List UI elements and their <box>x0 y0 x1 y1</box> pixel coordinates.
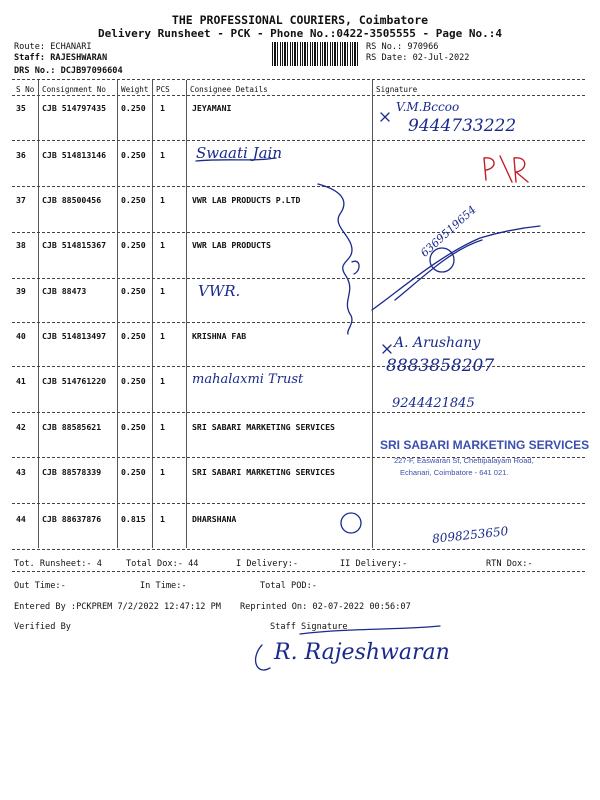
stamp-line-1: 227-F, Easwaran St, Chettipalayam Road, <box>394 456 534 465</box>
weight: 0.250 <box>121 240 146 250</box>
staff-handwritten-signature: R. Rajeshwaran <box>274 640 450 665</box>
consignment-no: CJB 514813497 <box>42 331 107 341</box>
consignment-no: CJB 514813146 <box>42 150 107 160</box>
sno: 41 <box>16 376 26 386</box>
total-dox: Total Dox:- 44 <box>126 559 199 569</box>
tot-runsheet: Tot. Runsheet:- 4 <box>14 559 102 569</box>
row-divider <box>12 549 585 550</box>
pcs: 1 <box>160 150 165 160</box>
consignee: VWR LAB PRODUCTS <box>192 240 271 250</box>
col-weight: Weight <box>121 85 149 94</box>
consignee: SRI SABARI MARKETING SERVICES <box>192 467 335 477</box>
rtn-dox: RTN Dox:- <box>486 559 533 569</box>
phone-r44: 8098253650 <box>431 524 509 546</box>
weight: 0.250 <box>121 286 146 296</box>
weight: 0.250 <box>121 195 146 205</box>
col-separator <box>38 80 39 548</box>
consignment-no: CJB 88578339 <box>42 467 102 477</box>
rs-date: RS Date: 02-Jul-2022 <box>366 53 470 63</box>
weight: 0.250 <box>121 150 146 160</box>
out-time: Out Time:- <box>14 581 66 591</box>
col-signature: Signature <box>376 85 418 94</box>
sno: 43 <box>16 467 26 477</box>
row-divider <box>12 366 585 367</box>
in-time: In Time:- <box>140 581 187 591</box>
consignment-no: CJB 514761220 <box>42 376 107 386</box>
signature-r35: V.M.Bccoo <box>396 100 460 114</box>
col-pcs: PCS <box>156 85 170 94</box>
pcs: 1 <box>160 103 165 113</box>
col-separator <box>186 80 187 548</box>
stamp-title: SRI SABARI MARKETING SERVICES <box>380 438 590 452</box>
weight: 0.815 <box>121 514 146 524</box>
sno: 44 <box>16 514 26 524</box>
consignee: VWR LAB PRODUCTS P.LTD <box>192 195 301 205</box>
consignment-no: CJB 88585621 <box>42 422 102 432</box>
entered-by: Entered By :PCKPREM 7/2/2022 12:47:12 PM <box>14 602 221 612</box>
sno: 38 <box>16 240 26 250</box>
stamp-line-2: Echanari, Coimbatore - 641 021. <box>400 468 509 477</box>
weight: 0.250 <box>121 467 146 477</box>
consignee-handwritten-r36: Swaati Jain <box>196 144 283 162</box>
divider <box>12 571 585 572</box>
phone-r38: 6369519654 <box>418 203 479 260</box>
row-divider <box>12 322 585 323</box>
divider <box>12 79 585 80</box>
phone-r41-second: 9244421845 <box>392 396 475 411</box>
row-divider <box>12 278 585 279</box>
pcs: 1 <box>160 195 165 205</box>
staff-signature-label: Staff Signature <box>270 622 348 632</box>
rs-number: RS No.: 970966 <box>366 42 439 52</box>
weight: 0.250 <box>121 103 146 113</box>
col-sno: S No <box>16 85 35 94</box>
verified-by: Verified By <box>14 622 71 632</box>
sno: 40 <box>16 331 26 341</box>
pcs: 1 <box>160 467 165 477</box>
sno: 42 <box>16 422 26 432</box>
pcs: 1 <box>160 422 165 432</box>
consignee: SRI SABARI MARKETING SERVICES <box>192 422 335 432</box>
pcs: 1 <box>160 286 165 296</box>
pcs: 1 <box>160 376 165 386</box>
sno: 36 <box>16 150 26 160</box>
reprinted-on: Reprinted On: 02-07-2022 00:56:07 <box>240 602 411 612</box>
consignee-handwritten-r41: mahalaxmi Trust <box>192 372 304 387</box>
company-title: THE PROFESSIONAL COURIERS, Coimbatore <box>171 13 429 27</box>
weight: 0.250 <box>121 422 146 432</box>
consignment-no: CJB 88473 <box>42 286 87 296</box>
divider <box>12 95 585 96</box>
total-pod: Total POD:- <box>260 581 317 591</box>
staff-label: Staff: <box>14 53 51 63</box>
phone-r35: 9444733222 <box>408 116 517 136</box>
weight: 0.250 <box>121 331 146 341</box>
consignment-no: CJB 514815367 <box>42 240 107 250</box>
col-separator <box>372 80 373 548</box>
sno: 37 <box>16 195 26 205</box>
col-separator <box>152 80 153 548</box>
weight: 0.250 <box>121 376 146 386</box>
consignee: KRISHNA FAB <box>192 331 247 341</box>
pcs: 1 <box>160 514 165 524</box>
consignment-no: CJB 514797435 <box>42 103 107 113</box>
company-stamp <box>380 438 590 494</box>
sno: 35 <box>16 103 26 113</box>
row-divider <box>12 503 585 504</box>
staff-text <box>14 53 107 63</box>
staff-name: RAJESHWARAN <box>50 53 108 63</box>
route-text: Route: ECHANARI <box>14 42 92 52</box>
consignee: DHARSHANA <box>192 514 237 524</box>
col-consignment: Consignment No <box>42 85 107 94</box>
consignee-handwritten-r39: VWR. <box>198 282 241 300</box>
phone-r41: 8883858207 <box>386 356 495 376</box>
pcs: 1 <box>160 240 165 250</box>
col-separator <box>117 80 118 548</box>
i-delivery: I Delivery:- <box>236 559 299 569</box>
consignee: JEYAMANI <box>192 103 232 113</box>
row-divider <box>12 412 585 413</box>
col-consignee: Consignee Details <box>190 85 268 94</box>
drs-number: DRS No.: DCJB97096604 <box>14 66 123 76</box>
ii-delivery: II Delivery:- <box>340 559 408 569</box>
row-divider <box>12 232 585 233</box>
pcs: 1 <box>160 331 165 341</box>
consignment-no: CJB 88500456 <box>42 195 102 205</box>
row-divider <box>12 186 585 187</box>
sno: 39 <box>16 286 26 296</box>
consignment-no: CJB 88637876 <box>42 514 102 524</box>
barcode <box>272 42 360 66</box>
runsheet-subtitle: Delivery Runsheet - PCK - Phone No.:0422-3505555 - Page No.:4 <box>98 27 502 40</box>
signature-r40: A. Arushany <box>394 335 481 351</box>
row-divider <box>12 140 585 141</box>
